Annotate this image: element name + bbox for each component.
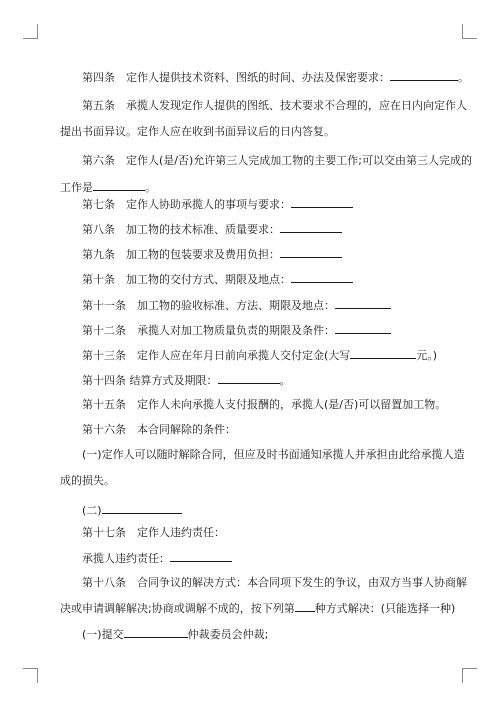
- clause-5-line2: 提出书面异议。定作人应在收到书面异议后的日内答复。: [60, 125, 335, 138]
- fill-blank: [291, 196, 353, 208]
- clause-17-b: [60, 550, 450, 566]
- fill-blank: [335, 297, 391, 309]
- fill-blank: [280, 221, 342, 233]
- clause-14-end: 。: [279, 374, 291, 387]
- clause-17: [60, 525, 450, 540]
- crop-mark-bottom-right: [462, 668, 477, 683]
- clause-16-item-1-line2: 成的损失。: [60, 474, 115, 487]
- clause-18-cont: [60, 600, 456, 616]
- clause-4-text: 第四条 定作人提供技术资料、图纸的时间、办法及保密要求：: [82, 71, 390, 84]
- clause-6-cont: [60, 179, 450, 195]
- clause-14: [60, 372, 450, 388]
- clause-11: [60, 297, 450, 313]
- clause-5-line1: 第五条 承揽人发现定作人提供的图纸、技术要求不合理的，应在日内向定作人: [82, 99, 467, 112]
- clause-4: [60, 69, 469, 85]
- fill-blank: [218, 372, 280, 384]
- clause-6: [60, 153, 472, 168]
- clause-5: [60, 98, 467, 113]
- fill-blank: [295, 600, 315, 612]
- fill-blank: [170, 550, 232, 562]
- clause-10: [60, 271, 450, 287]
- fill-blank: [335, 322, 391, 334]
- clause-16: [60, 422, 450, 437]
- clause-13: [60, 347, 450, 363]
- clause-16-item-2-text: (二): [82, 504, 102, 517]
- clause-18-line2a: 决或申请调解解决;协商或调解不成的，按下列第: [60, 602, 295, 615]
- clause-6-line1: 第六条 定作人(是/否)允许第三人完成加工物的主要工作;可以交由第三人完成的: [82, 154, 472, 167]
- clause-9: [60, 246, 450, 262]
- clause-18-item-1-a: (一)提交: [82, 628, 124, 641]
- clause-7-text: 第七条 定作人协助承揽人的事项与要求：: [82, 198, 291, 211]
- clause-17-text: 第十七条 定作人违约责任：: [82, 526, 225, 539]
- fill-blank: [291, 271, 353, 283]
- fill-blank: [350, 347, 416, 359]
- crop-mark-top-right: [462, 24, 477, 39]
- clause-16-text: 第十六条 本合同解除的条件：: [82, 423, 236, 436]
- clause-12-text: 第十二条 承揽人对加工物质量负责的期限及条件：: [82, 324, 335, 337]
- clause-15-text: 第十五条 定作人未向承揽人支付报酬的，承揽人(是/否)可以留置加工物。: [82, 398, 447, 411]
- fill-blank: [93, 179, 145, 191]
- clause-16-item-1: [60, 447, 465, 462]
- clause-6-end: 。: [145, 181, 156, 194]
- clause-4-end: 。: [458, 71, 469, 84]
- fill-blank: [390, 69, 458, 81]
- fill-blank: [102, 502, 182, 514]
- clause-13-text: 第十三条 定作人应在年月日前向承揽人交付定金(大写: [82, 349, 351, 362]
- clause-18-item-1: [60, 626, 450, 642]
- clause-17-b-text: 承揽人违约责任：: [82, 552, 170, 565]
- clause-18-item-1-b: 仲裁委员会仲裁;: [187, 628, 269, 641]
- clause-18: [60, 575, 467, 590]
- clause-9-text: 第九条 加工物的包装要求及费用负担：: [82, 248, 280, 261]
- clause-11-text: 第十一条 加工物的验收标准、方法、期限及地点：: [82, 299, 335, 312]
- clause-18-line2b: 种方式解决：(只能选择一种): [314, 602, 456, 615]
- clause-10-text: 第十条 加工物的交付方式、期限及地点：: [82, 273, 291, 286]
- crop-mark-bottom-left: [23, 668, 38, 683]
- clause-8-text: 第八条 加工物的技术标准、质量要求：: [82, 223, 280, 236]
- crop-mark-top-left: [23, 24, 38, 39]
- clause-6-line2: 工作是: [60, 181, 93, 194]
- clause-8: [60, 221, 450, 237]
- clause-13-end: 元。): [416, 349, 438, 362]
- clause-18-line1: 第十八条 合同争议的解决方式：本合同项下发生的争议，由双方当事人协商解: [82, 576, 467, 589]
- clause-16-item-1-line1: (一)定作人可以随时解除合同，但应及时书面通知承揽人并承担由此给承揽人造: [82, 448, 465, 461]
- clause-7: [60, 196, 450, 212]
- fill-blank: [280, 246, 342, 258]
- clause-16-item-2: [60, 502, 450, 518]
- clause-15: [60, 397, 450, 412]
- clause-12: [60, 322, 450, 338]
- clause-5-cont: [60, 124, 450, 139]
- clause-16-item-1-cont: [60, 473, 450, 488]
- clause-14-text: 第十四条 结算方式及期限：: [82, 374, 218, 387]
- fill-blank: [124, 626, 188, 638]
